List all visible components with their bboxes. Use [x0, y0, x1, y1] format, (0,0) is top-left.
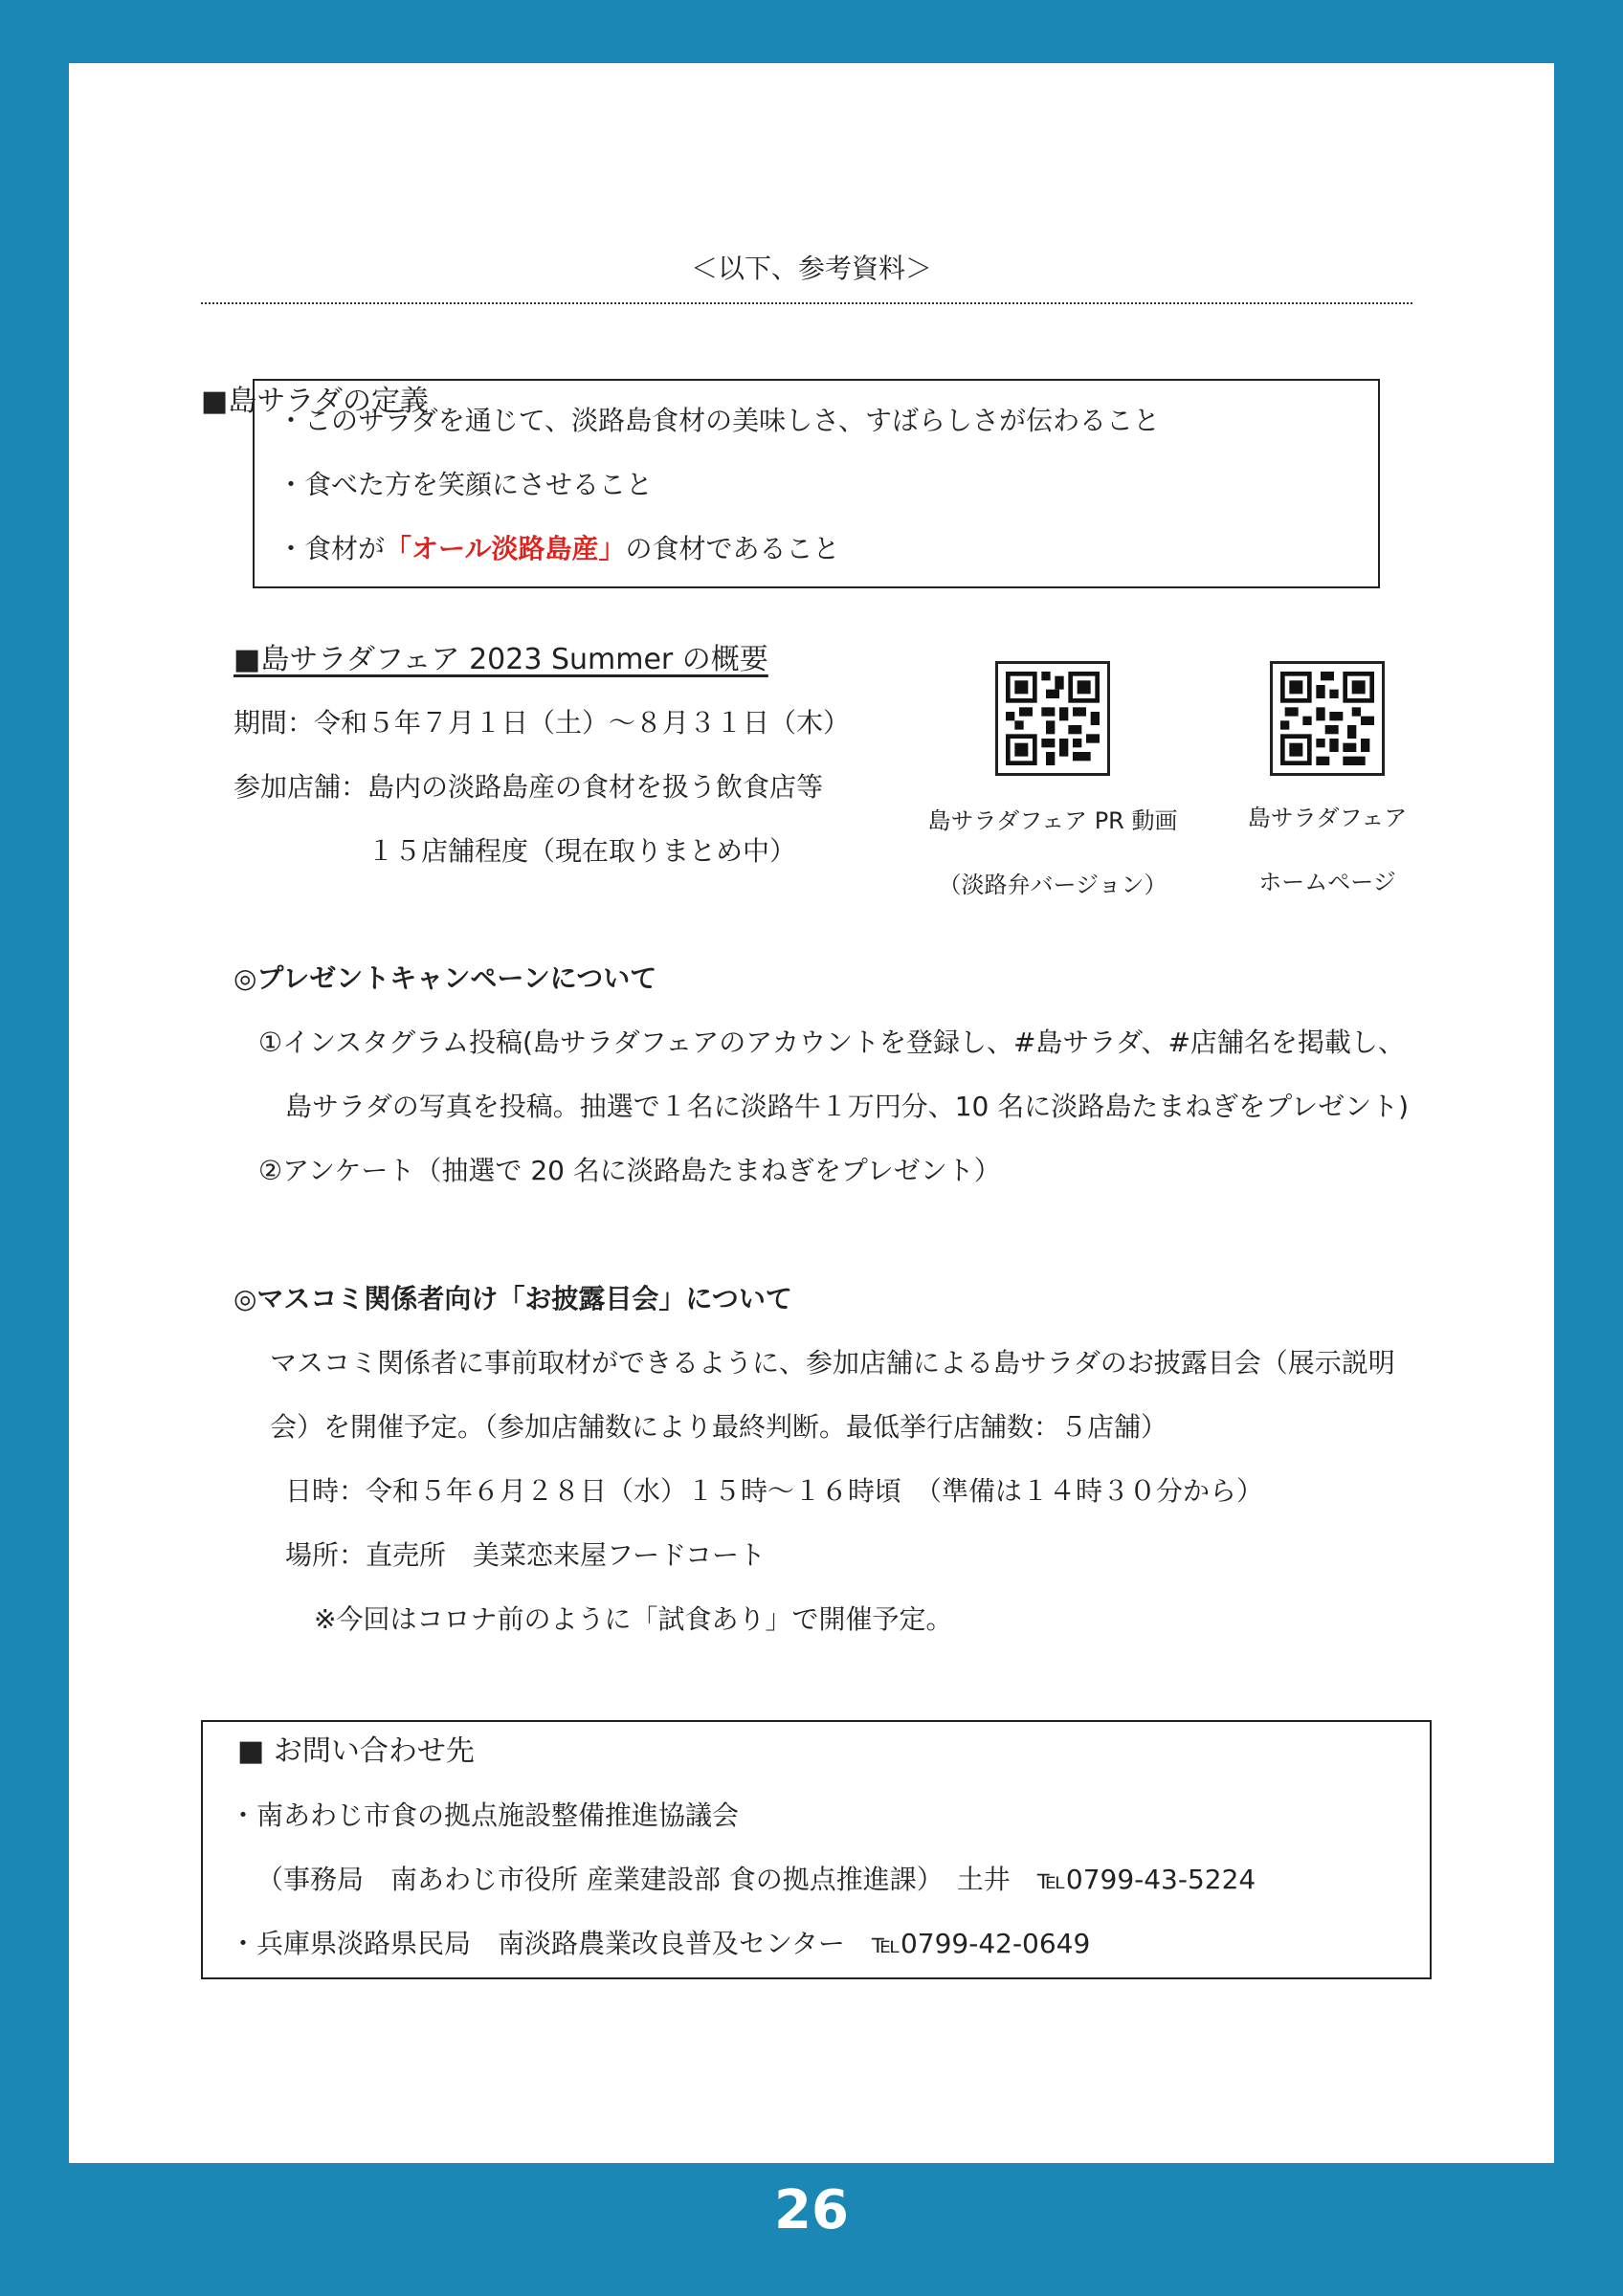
contact-org-2: ・兵庫県淡路県民局 南淡路農業改良普及センター ℡0799-42-0649 — [230, 1928, 1091, 1959]
qr-pr-video-label-1: 島サラダフェア PR 動画 — [927, 807, 1178, 834]
definition-item-3-highlight: 「オール淡路島産」 — [385, 533, 626, 564]
qr-code-pattern — [1280, 672, 1374, 765]
contact-heading: ■ お問い合わせ先 — [237, 1734, 475, 1768]
media-note: ※今回はコロナ前のように「試食あり」で開催予定。 — [314, 1603, 953, 1635]
qr-code-pr-video[interactable] — [995, 661, 1110, 776]
qr-code-pattern — [1006, 672, 1100, 765]
definition-heading: ■島サラダの定義 — [201, 385, 430, 418]
media-line-1: マスコミ関係者に事前取材ができるように、参加店舗による島サラダのお披露目会（展示説明 — [270, 1347, 1395, 1379]
dotted-divider — [201, 302, 1412, 304]
present-heading: ◎プレゼントキャンペーンについて — [233, 962, 657, 994]
media-line-2: 会）を開催予定。（参加店舗数により最終判断。最低挙行店舗数：５店舗） — [270, 1411, 1168, 1443]
definition-item-3 — [278, 533, 839, 565]
overview-period: 期間：令和５年７月１日（土）～８月３１日（木） — [233, 707, 851, 739]
overview-stores: 参加店舗：島内の淡路島産の食材を扱う飲食店等 — [233, 771, 824, 803]
contact-org-1: ・南あわじ市食の拠点施設整備推進協議会 — [230, 1799, 740, 1831]
qr-code-homepage[interactable] — [1270, 661, 1385, 776]
media-date: 日時：令和５年６月２８日（水）１５時～１６時頃 （準備は１４時３０分から） — [285, 1475, 1264, 1507]
definition-item-3-suffix: の食材であること — [625, 533, 840, 564]
definition-item-2: ・食べた方を笑顔にさせること — [278, 469, 654, 500]
overview-heading: ■島サラダフェア 2023 Summer の概要 — [233, 643, 768, 676]
overview-stores-count: １５店舗程度（現在取りまとめ中） — [367, 835, 797, 867]
present-line-1: ①インスタグラム投稿(島サラダフェアのアカウントを登録し、#島サラダ、#店舗名を掲載し、 — [258, 1027, 1405, 1058]
reference-heading: ＜以下、参考資料＞ — [690, 253, 932, 284]
document-page — [69, 63, 1554, 2163]
qr-homepage-label-1: 島サラダフェア — [1247, 805, 1408, 831]
qr-pr-video-label-2: （淡路弁バージョン） — [938, 872, 1167, 898]
media-heading: ◎マスコミ関係者向け「お披露目会」について — [233, 1283, 792, 1314]
present-line-3: ②アンケート（抽選で 20 名に淡路島たまねぎをプレゼント） — [258, 1155, 1001, 1186]
present-line-2: 島サラダの写真を投稿。抽選で１名に淡路牛１万円分、10 名に淡路島たまねぎをプレゼント) — [285, 1091, 1410, 1122]
definition-item-1: ・このサラダを通じて、淡路島食材の美味しさ、すばらしさが伝わること — [278, 405, 1161, 436]
media-place: 場所：直売所 美菜恋来屋フードコート — [285, 1539, 767, 1571]
contact-org-1-detail: （事務局 南あわじ市役所 産業建設部 食の拠点推進課） 土井 ℡0799-43-5224 — [256, 1864, 1256, 1895]
definition-item-3-prefix: ・食材が — [278, 533, 386, 564]
qr-homepage-label-2: ホームページ — [1258, 869, 1396, 895]
page-number: 26 — [774, 2179, 849, 2241]
